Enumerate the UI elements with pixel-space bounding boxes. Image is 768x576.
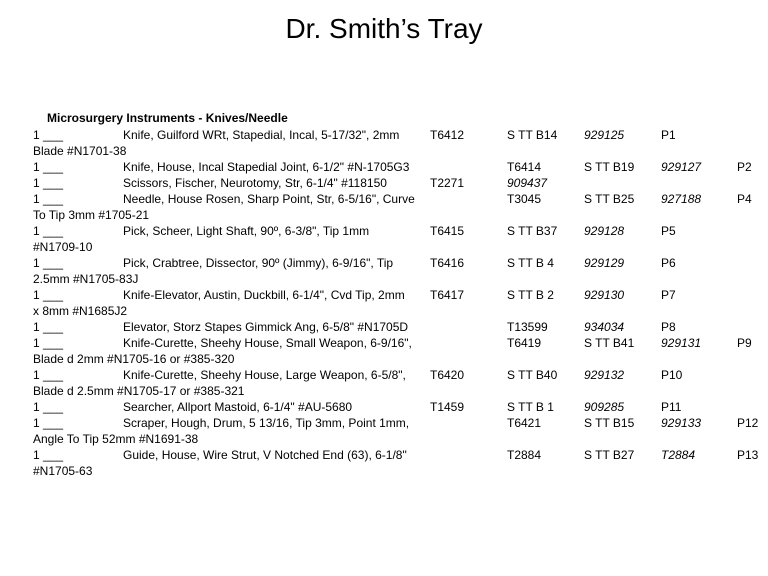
item-location: S TT B27 bbox=[584, 448, 635, 462]
item-description-continued: #N1709-10 bbox=[33, 240, 93, 254]
item-position: P11 bbox=[661, 400, 682, 414]
item-location: S TT B37 bbox=[507, 224, 558, 238]
item-description-continued: Blade d 2.5mm #N1705-17 or #385-321 bbox=[33, 384, 245, 398]
item-description: Scissors, Fischer, Neurotomy, Str, 6-1/4" #118150 bbox=[123, 176, 387, 190]
item-tray-code: T13599 bbox=[507, 320, 548, 334]
item-tray-code: T6421 bbox=[507, 416, 542, 430]
quantity-blank: 1 ___ bbox=[33, 288, 64, 302]
item-tray-code: T2884 bbox=[507, 448, 542, 462]
item-tray-code: T6420 bbox=[430, 368, 465, 382]
item-location: S TT B15 bbox=[584, 416, 635, 430]
item-number: T2884 bbox=[661, 448, 696, 462]
section-title: Microsurgery Instruments - Knives/Needle bbox=[47, 111, 288, 125]
item-number: 934034 bbox=[584, 320, 625, 334]
item-tray-code: T6419 bbox=[507, 336, 542, 350]
item-number: 929131 bbox=[661, 336, 702, 350]
quantity-blank: 1 ___ bbox=[33, 336, 64, 350]
item-tray-code: T6417 bbox=[430, 288, 465, 302]
quantity-blank: 1 ___ bbox=[33, 416, 64, 430]
quantity-blank: 1 ___ bbox=[33, 400, 64, 414]
item-description: Elevator, Storz Stapes Gimmick Ang, 6-5/8" #N1705D bbox=[123, 320, 409, 334]
item-description-continued: 2.5mm #N1705-83J bbox=[33, 272, 139, 286]
quantity-blank: 1 ___ bbox=[33, 256, 64, 270]
item-position: P5 bbox=[661, 224, 676, 238]
item-tray-code: T1459 bbox=[430, 400, 465, 414]
item-description: Searcher, Allport Mastoid, 6-1/4" #AU-5680 bbox=[123, 400, 353, 414]
item-number: 929130 bbox=[584, 288, 625, 302]
item-tray-code: T6415 bbox=[430, 224, 465, 238]
item-position: P9 bbox=[737, 336, 752, 350]
quantity-blank: 1 ___ bbox=[33, 192, 64, 206]
item-position: P10 bbox=[661, 368, 683, 382]
item-location: S TT B40 bbox=[507, 368, 558, 382]
item-description: Knife, Guilford WRt, Stapedial, Incal, 5-17/32", 2mm bbox=[123, 128, 400, 142]
item-tray-code: T6412 bbox=[430, 128, 465, 142]
list-item bbox=[0, 255, 768, 287]
item-location: S TT B25 bbox=[584, 192, 635, 206]
item-position: P2 bbox=[737, 160, 752, 174]
item-position: P7 bbox=[661, 288, 676, 302]
item-description: Scraper, Hough, Drum, 5 13/16, Tip 3mm, Point 1mm, bbox=[123, 416, 410, 430]
quantity-blank: 1 ___ bbox=[33, 368, 64, 382]
quantity-blank: 1 ___ bbox=[33, 160, 64, 174]
list-item bbox=[0, 447, 768, 479]
item-description: Pick, Scheer, Light Shaft, 90º, 6-3/8", Tip 1mm bbox=[123, 224, 370, 238]
item-position: P6 bbox=[661, 256, 676, 270]
item-description-continued: To Tip 3mm #1705-21 bbox=[33, 208, 150, 222]
item-location: S TT B41 bbox=[584, 336, 635, 350]
item-position: P1 bbox=[661, 128, 676, 142]
item-tray-code: T3045 bbox=[507, 192, 542, 206]
list-item bbox=[0, 127, 768, 159]
list-item bbox=[0, 191, 768, 223]
item-description: Guide, House, Wire Strut, V Notched End (63), 6-1/8" bbox=[123, 448, 407, 462]
quantity-blank: 1 ___ bbox=[33, 176, 64, 190]
page-title: Dr. Smith’s Tray bbox=[285, 13, 483, 44]
list-item bbox=[0, 367, 768, 399]
list-item bbox=[0, 415, 768, 447]
item-location: S TT B19 bbox=[584, 160, 635, 174]
quantity-blank: 1 ___ bbox=[33, 320, 64, 334]
item-description-continued: Blade d 2mm #N1705-16 or #385-320 bbox=[33, 352, 235, 366]
instrument-list bbox=[0, 127, 768, 479]
item-number: 929128 bbox=[584, 224, 625, 238]
item-description-continued: Blade #N1701-38 bbox=[33, 144, 127, 158]
item-number: 929125 bbox=[584, 128, 625, 142]
item-number: 929132 bbox=[584, 368, 625, 382]
item-description: Knife, House, Incal Stapedial Joint, 6-1/2" #N-1705G3 bbox=[123, 160, 410, 174]
item-description: Needle, House Rosen, Sharp Point, Str, 6-5/16", Curve bbox=[123, 192, 415, 206]
item-description: Knife-Elevator, Austin, Duckbill, 6-1/4", Cvd Tip, 2mm bbox=[123, 288, 405, 302]
item-description-continued: x 8mm #N1685J2 bbox=[33, 304, 128, 318]
item-position: P8 bbox=[661, 320, 676, 334]
list-item bbox=[0, 175, 768, 191]
list-item bbox=[0, 223, 768, 255]
item-position: P12 bbox=[737, 416, 759, 430]
item-number: 929127 bbox=[661, 160, 702, 174]
item-location: S TT B 1 bbox=[507, 400, 554, 414]
item-position: P4 bbox=[737, 192, 752, 206]
item-number: 929133 bbox=[661, 416, 702, 430]
list-item bbox=[0, 319, 768, 335]
list-item bbox=[0, 399, 768, 415]
item-location: S TT B 2 bbox=[507, 288, 554, 302]
list-item bbox=[0, 287, 768, 319]
item-description-continued: Angle To Tip 52mm #N1691-38 bbox=[33, 432, 199, 446]
item-tray-code: T2271 bbox=[430, 176, 465, 190]
item-number: 909437 bbox=[507, 176, 548, 190]
item-tray-code: T6414 bbox=[507, 160, 542, 174]
item-number: 929129 bbox=[584, 256, 625, 270]
quantity-blank: 1 ___ bbox=[33, 448, 64, 462]
quantity-blank: 1 ___ bbox=[33, 224, 64, 238]
quantity-blank: 1 ___ bbox=[33, 128, 64, 142]
list-item bbox=[0, 335, 768, 367]
item-description: Knife-Curette, Sheehy House, Large Weapon, 6-5/8", bbox=[123, 368, 406, 382]
item-description: Knife-Curette, Sheehy House, Small Weapon, 6-9/16", bbox=[123, 336, 412, 350]
item-number: 909285 bbox=[584, 400, 625, 414]
item-description-continued: #N1705-63 bbox=[33, 464, 93, 478]
item-position: P13 bbox=[737, 448, 759, 462]
item-description: Pick, Crabtree, Dissector, 90º (Jimmy), 6-9/16", Tip bbox=[123, 256, 394, 270]
item-location: S TT B14 bbox=[507, 128, 558, 142]
item-number: 927188 bbox=[661, 192, 702, 206]
list-item bbox=[0, 159, 768, 175]
item-location: S TT B 4 bbox=[507, 256, 554, 270]
item-tray-code: T6416 bbox=[430, 256, 465, 270]
